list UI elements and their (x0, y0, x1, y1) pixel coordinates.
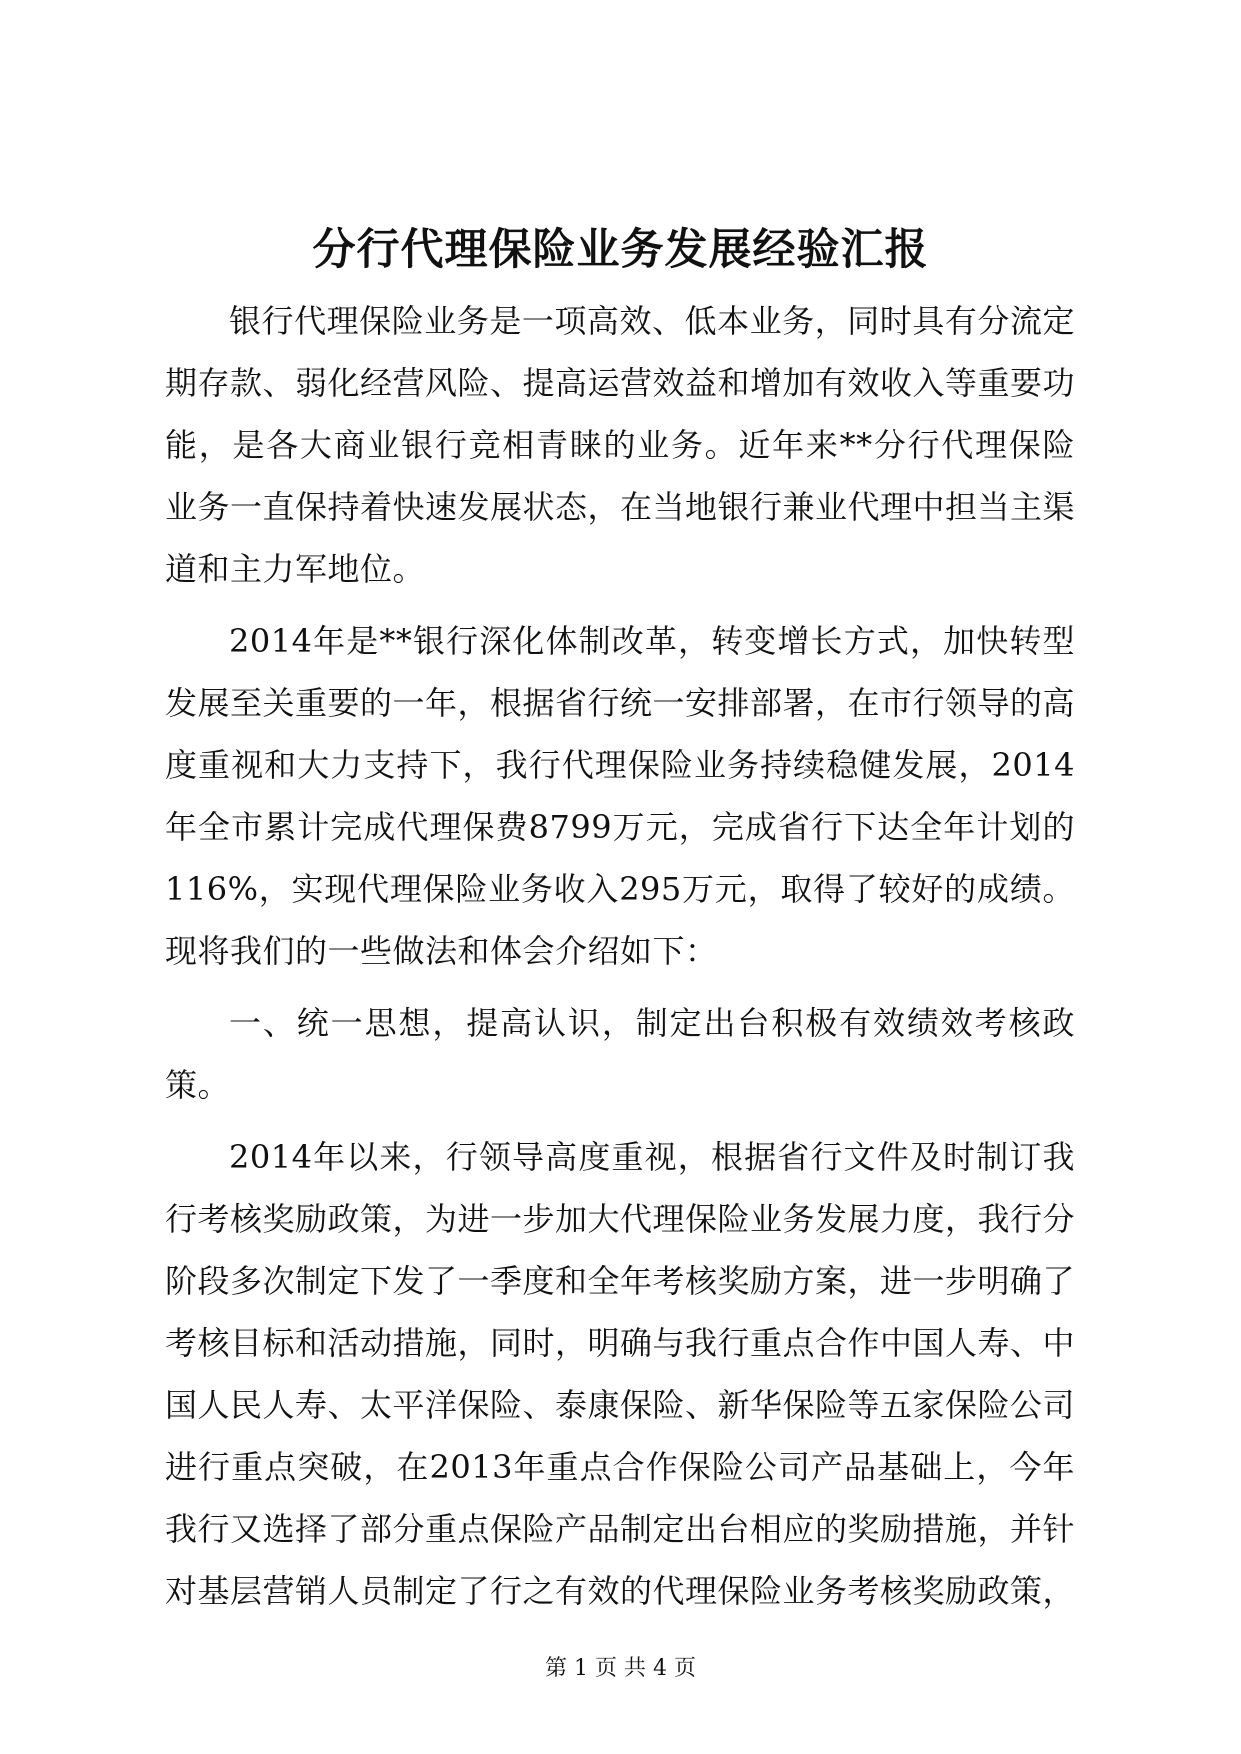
document-body (165, 290, 1075, 1622)
paragraph-intro: 银行代理保险业务是一项高效、低本业务，同时具有分流定期存款、弱化经营风险、提高运营效益和增加有效收入等重要功能，是各大商业银行竞相青睐的业务。近年来**分行代理保险业务一直保持着快速发展状态，在当地银行兼业代理中担当主渠道和主力军地位。 (165, 302, 1076, 588)
paragraph-2014-summary: 2014年是**银行深化体制改革，转变增长方式，加快转型发展至关重要的一年，根据省行统一安排部署，在市行领导的高度重视和大力支持下，我行代理保险业务持续稳健发展，2014年全市累计完成代理保费8799万元，完成省行下达全年计划的116%，实现代理保险业务收入295万元，取得了较好的成绩。现将我们的一些做法和体会介绍如下： (165, 622, 1076, 970)
paragraph-assessment-policy: 2014年以来，行领导高度重视，根据省行文件及时制订我行考核奖励政策，为进一步加大代理保险业务发展力度，我行分阶段多次制定下发了一季度和全年考核奖励方案，进一步明确了考核目标和活动措施，同时，明确与我行重点合作中国人寿、中国人民人寿、太平洋保险、泰康保险、新华保险等五家保险公司进行重点突破，在2013年重点合作保险公司产品基础上，今年我行又选择了部分重点保险产品制定出台相应的奖励措施，并针对基层营销人员制定了行之有效的代理保险业务考核奖励政策， (165, 1138, 1076, 1610)
page-footer: 第 1 页 共 4 页 (545, 1656, 696, 1681)
section-heading-1: 一、统一思想，提高认识，制定出台积极有效绩效考核政策。 (165, 1004, 1075, 1104)
document-title: 分行代理保险业务发展经验汇报 (312, 225, 929, 275)
